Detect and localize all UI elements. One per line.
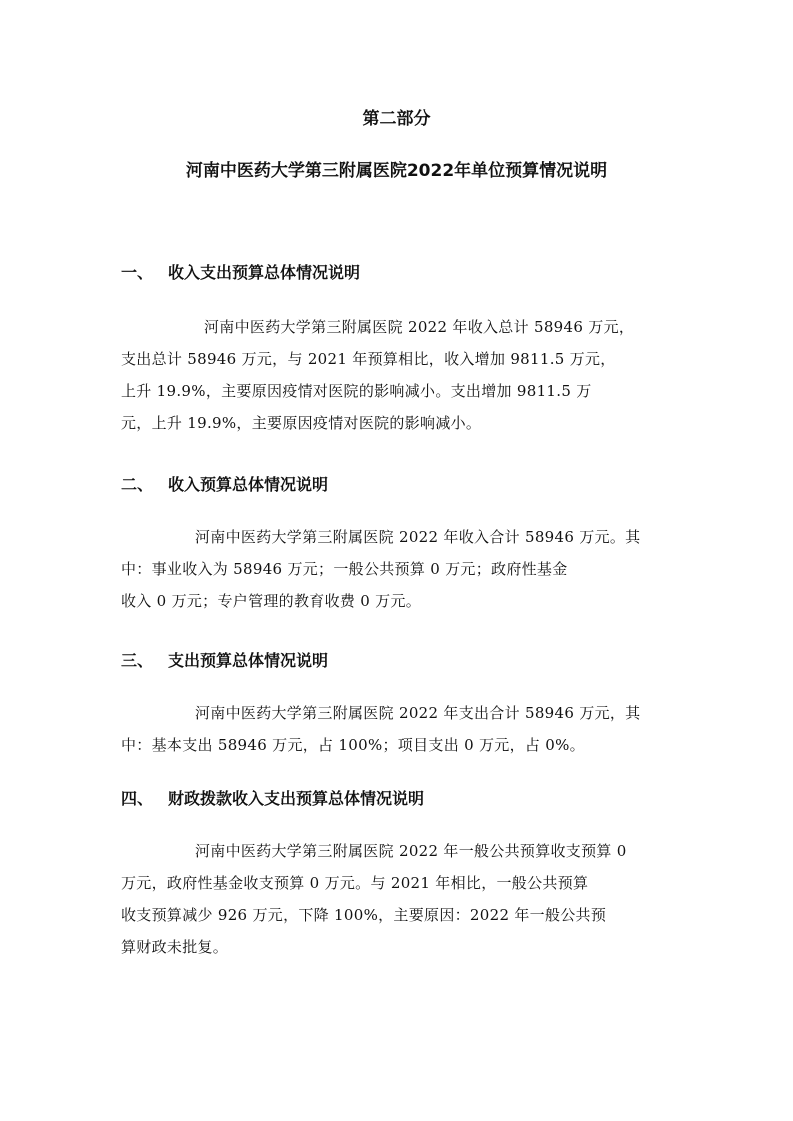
section-paragraph [121, 311, 681, 439]
part-title: 第二部分 [362, 109, 431, 129]
paragraph-line: 元，上升 19.9%，主要原因疫情对医院的影响减小。 [121, 414, 482, 432]
section-heading [121, 649, 681, 673]
paragraph-line: 河南中医药大学第三附属医院 2022 年收入合计 58946 万元。其 [195, 528, 641, 546]
paragraph-line: 河南中医药大学第三附属医院 2022 年支出合计 58946 万元，其 [195, 704, 641, 722]
section-4 [121, 787, 681, 963]
paragraph-line: 河南中医药大学第三附属医院 2022 年收入总计 58946 万元， [204, 318, 635, 336]
paragraph-line: 河南中医药大学第三附属医院 2022 年一般公共预算收支预算 0 [195, 842, 627, 860]
section-heading [121, 473, 681, 497]
section-heading-text: 收入预算总体情况说明 [168, 475, 329, 494]
section-number: 一、 [121, 263, 154, 282]
paragraph-line: 中：事业收入为 58946 万元；一般公共预算 0 万元；政府性基金 [121, 560, 568, 578]
paragraph-line: 收入 0 万元；专户管理的教育收费 0 万元。 [121, 592, 422, 610]
section-number: 二、 [121, 475, 154, 494]
section-3 [121, 649, 681, 761]
document-title: 河南中医药大学第三附属医院2022年单位预算情况说明 [185, 161, 608, 181]
section-number: 三、 [121, 651, 154, 670]
section-2 [121, 473, 681, 617]
paragraph-line: 万元，政府性基金收支预算 0 万元。与 2021 年相比，一般公共预算 [121, 874, 589, 892]
section-heading [121, 787, 681, 811]
section-heading-text: 财政拨款收入支出预算总体情况说明 [168, 789, 425, 808]
section-number: 四、 [121, 789, 154, 808]
section-paragraph [121, 697, 681, 761]
section-heading-text: 支出预算总体情况说明 [168, 651, 329, 670]
paragraph-line: 算财政未批复。 [121, 938, 229, 956]
paragraph-line: 上升 19.9%，主要原因疫情对医院的影响减小。支出增加 9811.5 万 [121, 382, 592, 400]
paragraph-line: 收支预算减少 926 万元，下降 100%，主要原因：2022 年一般公共预 [121, 906, 607, 924]
section-heading-text: 收入支出预算总体情况说明 [168, 263, 361, 282]
section-heading [121, 261, 681, 285]
section-paragraph [121, 835, 681, 963]
section-1 [121, 261, 681, 439]
paragraph-line: 支出总计 58946 万元，与 2021 年预算相比，收入增加 9811.5 万元， [121, 350, 616, 368]
paragraph-line: 中：基本支出 58946 万元，占 100%；项目支出 0 万元，占 0%。 [121, 736, 585, 754]
section-paragraph [121, 521, 681, 617]
